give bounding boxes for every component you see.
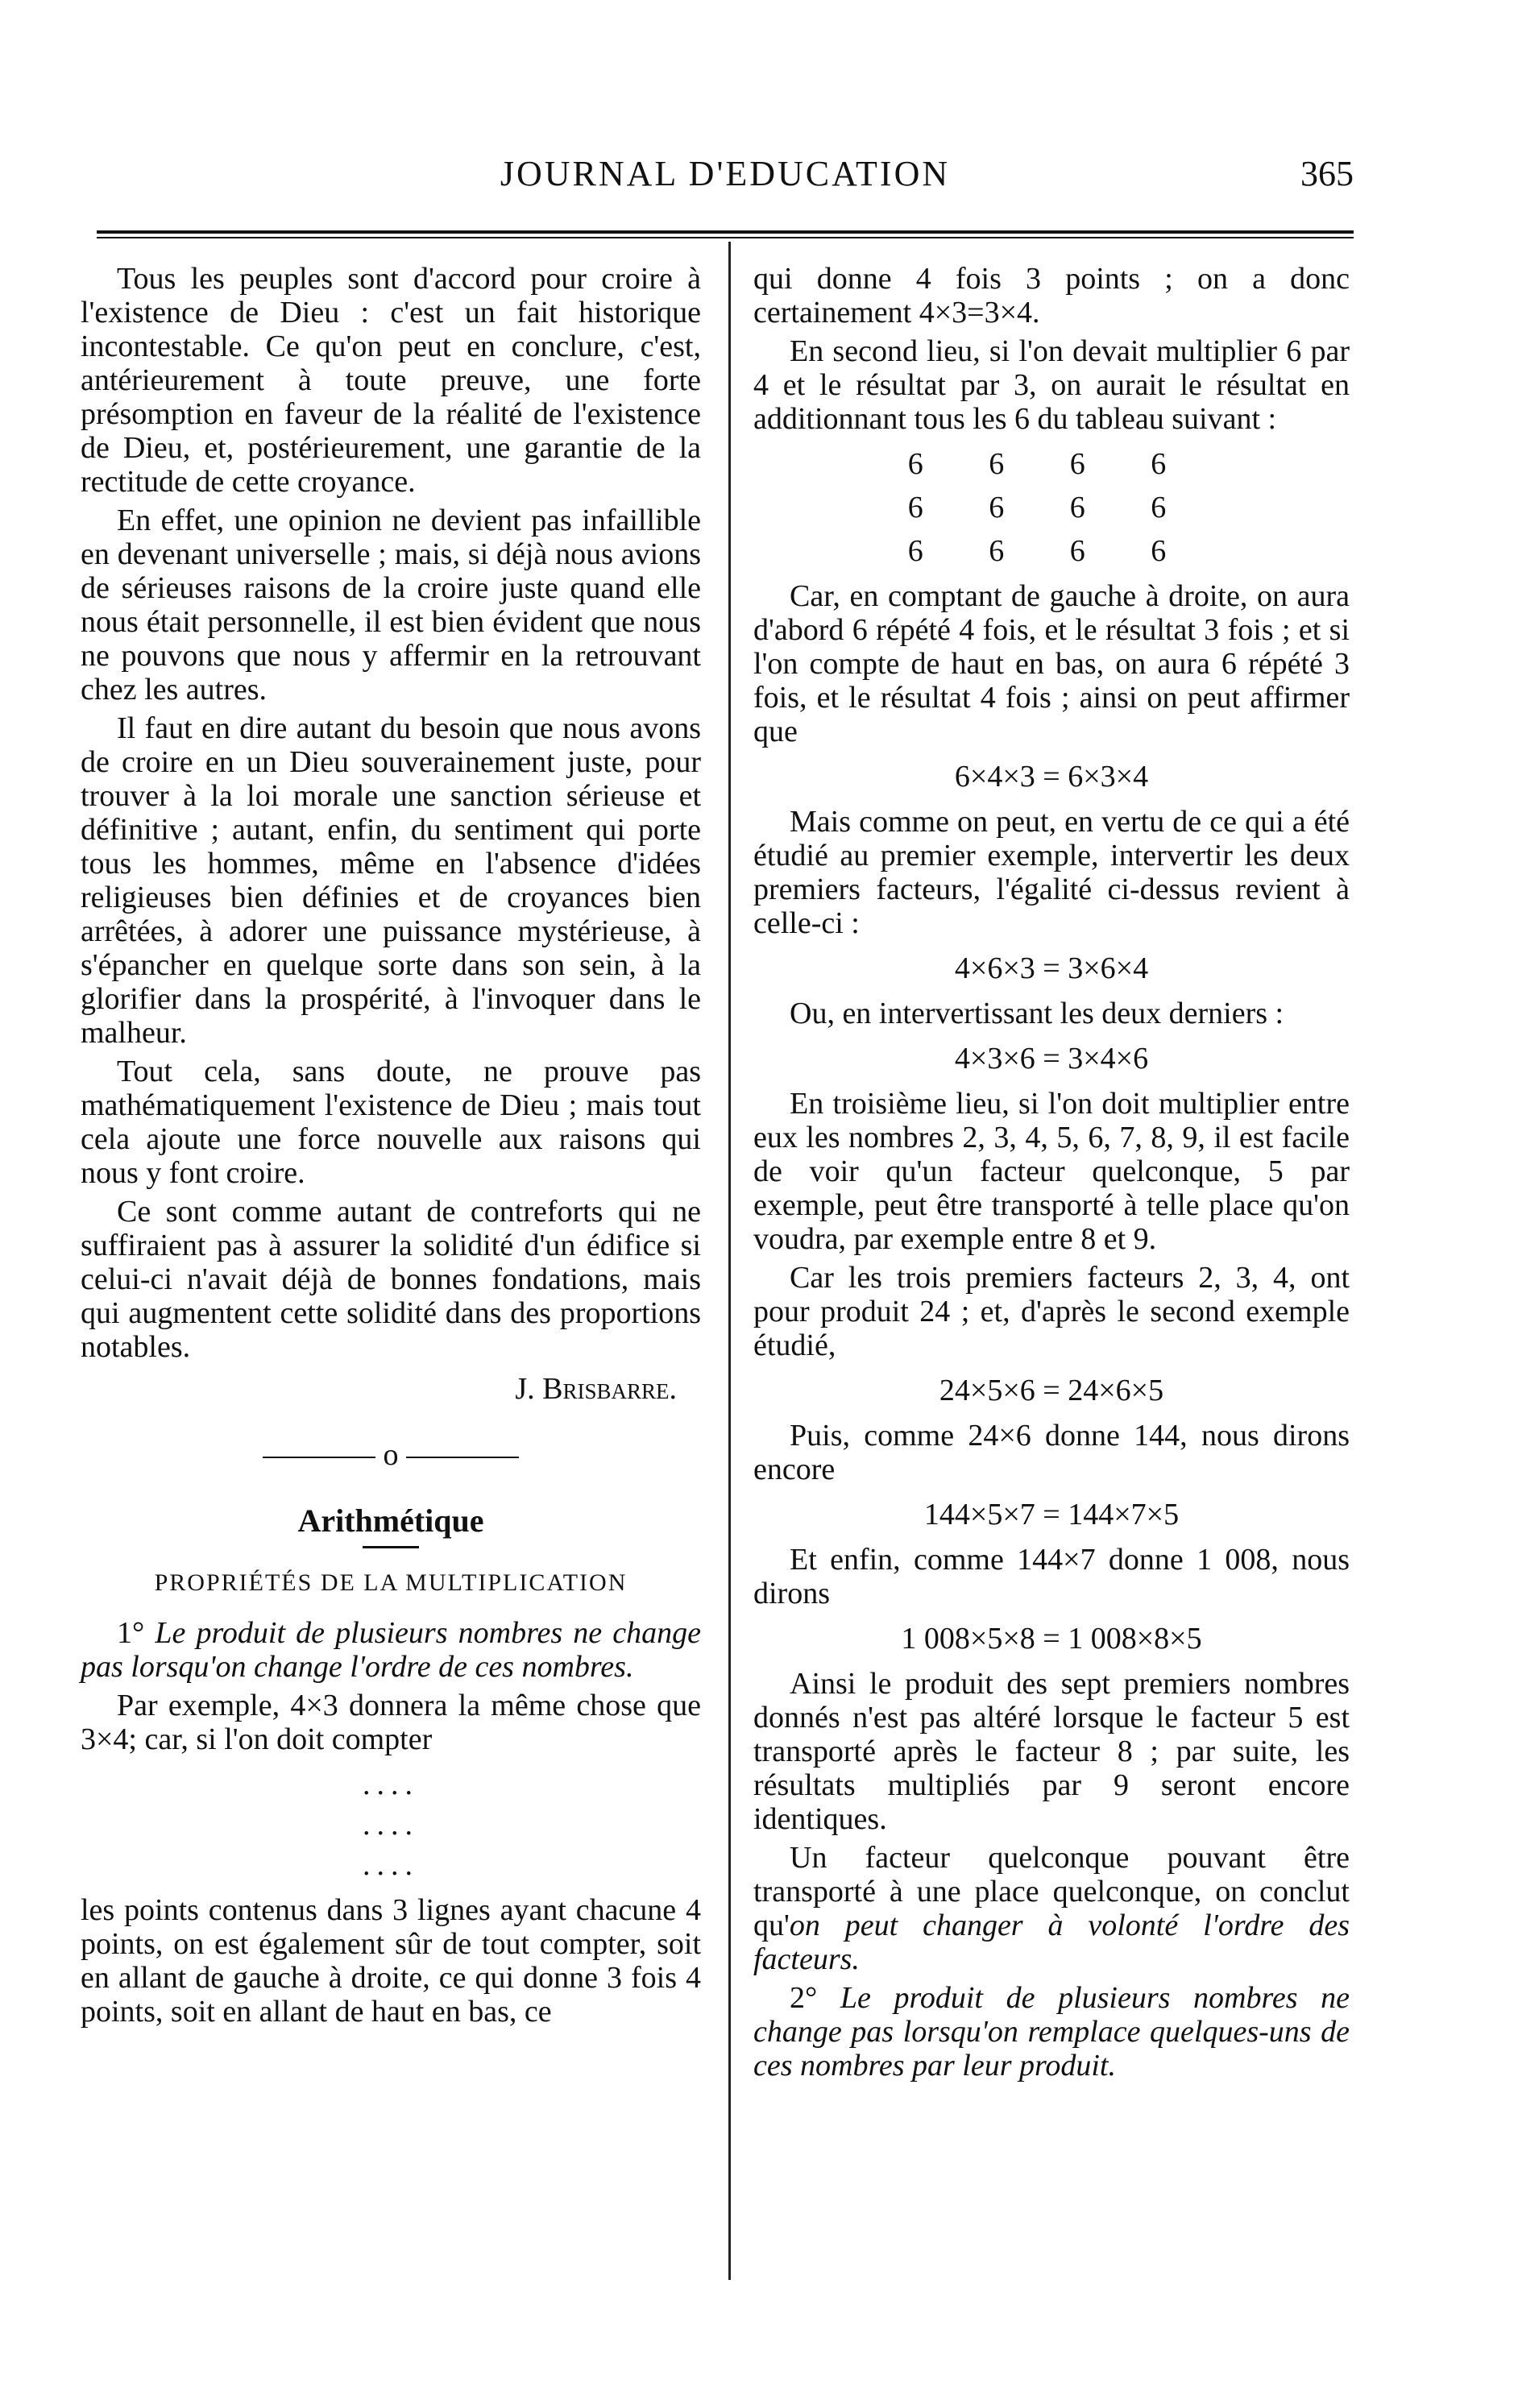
- conclusion-text: Un facteur quelconque pouvant être transporté à une place quelconque, on conclut qu': [753, 1841, 1350, 1942]
- grid-row: 6 6 6 6: [907, 447, 1196, 481]
- paragraph: Et enfin, comme 144×7 donne 1 008, nous dirons: [753, 1543, 1350, 1610]
- equation: 4×6×3 = 3×6×4: [954, 951, 1149, 985]
- right-column: [753, 262, 1350, 2087]
- separator-line: [263, 1457, 375, 1458]
- paragraph-conclusion: [753, 1841, 1350, 1976]
- paragraph: qui donne 4 fois 3 points ; on a donc certainement 4×3=3×4.: [753, 262, 1350, 329]
- conclusion-emphasis: on peut changer à volonté l'ordre des facteurs.: [753, 1909, 1350, 1976]
- dots-row: ....: [363, 1808, 419, 1842]
- number-grid: [753, 442, 1350, 573]
- dots-row: ....: [363, 1848, 419, 1882]
- dots-row: ....: [363, 1768, 419, 1801]
- paragraph: En second lieu, si l'on devait multiplier 6 par 4 et le résultat par 3, on aurait le résultat en additionnant tous les 6 du tableau suivant :: [753, 334, 1350, 436]
- paragraph: Mais comme on peut, en vertu de ce qui a été étudié au premier exemple, intervertir les deux premiers facteurs, l'égalité ci-dessus revient à celle-ci :: [753, 805, 1350, 940]
- grid-row: 6 6 6 6: [907, 534, 1196, 568]
- dots-figure: [81, 1764, 701, 1885]
- author-signature: J. Brisbarre.: [515, 1372, 677, 1406]
- rule-number: 1°: [117, 1616, 145, 1650]
- paragraph: Car les trois premiers facteurs 2, 3, 4, ont pour produit 24 ; et, d'après le second exemple étudié,: [753, 1261, 1350, 1362]
- running-header: [97, 153, 1354, 201]
- paragraph: En troisième lieu, si l'on doit multiplier entre eux les nombres 2, 3, 4, 5, 6, 7, 8, 9, il est facile de voir qu'un facteur quelconque, 5 par exemple, peut être transporté à telle place qu'on voudra, par exemple entre 8 et 9.: [753, 1087, 1350, 1256]
- paragraph: les points contenus dans 3 lignes ayant chacune 4 points, on est également sûr de tout compter, soit en allant de gauche à droite, ce qui donne 3 fois 4 points, soit en allant de haut en bas, ce: [81, 1893, 701, 2029]
- separator-line: [406, 1457, 519, 1458]
- paragraph: Puis, comme 24×6 donne 144, nous dirons encore: [753, 1419, 1350, 1486]
- grid-row: 6 6 6 6: [907, 491, 1196, 524]
- rule-statement-2: [753, 1981, 1350, 2083]
- page-number: 365: [1300, 154, 1354, 193]
- equation: 4×3×6 = 3×4×6: [954, 1042, 1149, 1076]
- title-rule: [363, 1546, 419, 1548]
- equation: 1 008×5×8 = 1 008×8×5: [901, 1622, 1202, 1656]
- paragraph: Tout cela, sans doute, ne prouve pas mathématiquement l'existence de Dieu ; mais tout cela ajoute une force nouvelle aux raisons qui nous y font croire.: [81, 1055, 701, 1190]
- section-subtitle: PROPRIÉTÉS DE LA MULTIPLICATION: [154, 1569, 628, 1596]
- rule-statement-1: [81, 1616, 701, 1684]
- paragraph: Tous les peuples sont d'accord pour croire à l'existence de Dieu : c'est un fait historique incontestable. Ce qu'on peut en conclure, c'est, antérieurement à toute preuve, une forte présomption en faveur de la réalité de l'existence de Dieu, et, postérieurement, une garantie de la rectitude de cette croyance.: [81, 262, 701, 499]
- journal-title: JOURNAL D'EDUCATION: [500, 154, 951, 193]
- paragraph: Ainsi le produit des sept premiers nombres donnés n'est pas altéré lorsque le facteur 5 est transporté après le facteur 8 ; par suite, les résultats multipliés par 9 seront encore identiques.: [753, 1667, 1350, 1836]
- rule-text: Le produit de plusieurs nombres ne change pas lorsqu'on remplace quelques-uns de ces nombres par leur produit.: [753, 1981, 1350, 2083]
- paragraph: En effet, une opinion ne devient pas infaillible en devenant universelle ; mais, si déjà nous avions de sérieuses raisons de la croire juste quand elle nous était personnelle, il est bien évident que nous ne pouvons que nous y affermir en la retrouvant chez les autres.: [81, 504, 701, 707]
- paragraph: Par exemple, 4×3 donnera la même chose que 3×4; car, si l'on doit compter: [81, 1689, 701, 1756]
- section-separator: [81, 1438, 701, 1472]
- equation: 24×5×6 = 24×6×5: [939, 1374, 1164, 1407]
- column-divider: [728, 242, 731, 2280]
- paragraph: Ou, en intervertissant les deux derniers :: [790, 997, 1284, 1030]
- header-rule-thin: [97, 237, 1354, 238]
- header-rule: [97, 230, 1354, 234]
- paragraph: Il faut en dire autant du besoin que nous avons de croire en un Dieu souverainement juste, pour trouver à la loi morale une sanction sérieuse et définitive ; autant, enfin, du sentiment qui porte tous les hommes, même en l'absence d'idées religieuses bien définies et de croyances bien arrêtées, à adorer une puissance mystérieuse, à s'épancher en quelque sorte dans son sein, à la glorifier dans la prospérité, à l'invoquer dans le malheur.: [81, 711, 701, 1050]
- rule-number: 2°: [790, 1981, 818, 2015]
- equation: 144×5×7 = 144×7×5: [923, 1498, 1180, 1531]
- section-title: Arithmétique: [297, 1502, 484, 1539]
- rule-text: Le produit de plusieurs nombres ne change pas lorsqu'on change l'ordre de ces nombres.: [81, 1616, 702, 1684]
- separator-mark: o: [383, 1438, 399, 1472]
- equation: 6×4×3 = 6×3×4: [954, 760, 1149, 794]
- left-column: [81, 262, 701, 2033]
- paragraph: Ce sont comme autant de contreforts qui ne suffiraient pas à assurer la solidité d'un édifice si celui-ci n'avait déjà de bonnes fondations, mais qui augmentent cette solidité dans des proportions notables.: [81, 1195, 701, 1364]
- paragraph: Car, en comptant de gauche à droite, on aura d'abord 6 répété 4 fois, et le résultat 3 fois ; et si l'on compte de haut en bas, on aura 6 répété 3 fois, et le résultat 4 fois ; ainsi on peut affirmer que: [753, 579, 1350, 748]
